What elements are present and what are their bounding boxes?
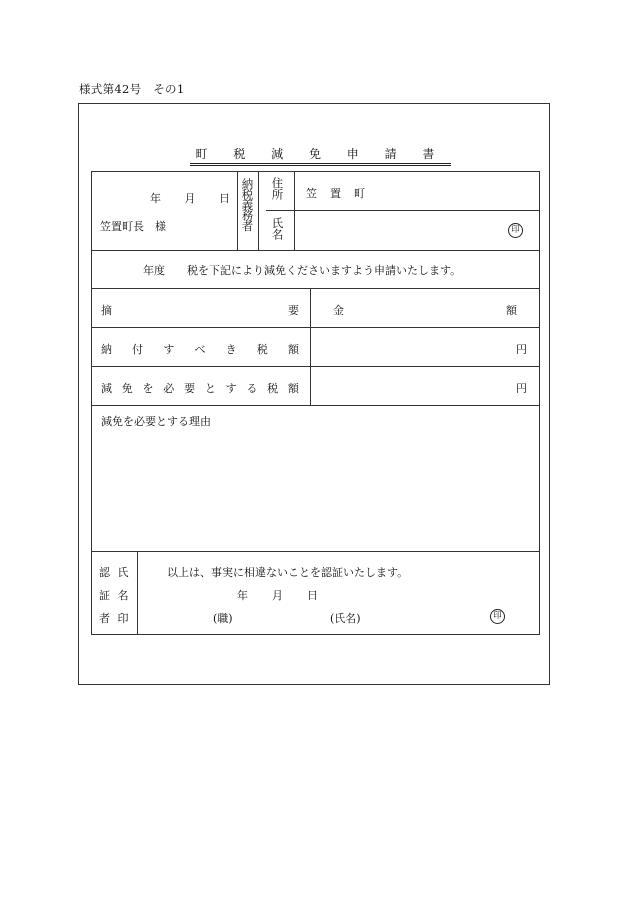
form-number: 様式第42号 その1 — [79, 82, 185, 96]
day-char: 日 — [307, 589, 318, 602]
application-table — [91, 171, 540, 635]
certifier-label-row3: 者 印 — [99, 612, 131, 625]
label-char: 額 — [287, 343, 299, 356]
tax-payable-label — [101, 341, 299, 357]
label-divider — [294, 172, 295, 250]
amount-column-header — [333, 302, 517, 318]
year-char: 年 — [150, 192, 161, 205]
certifier-name-label: (氏名) — [330, 612, 361, 625]
tax-exemption-unit: 円 — [516, 382, 527, 395]
row2-bottom-line — [92, 405, 539, 406]
certification-date — [237, 587, 318, 603]
form-title: 町 税 減 免 申 請 書 — [190, 145, 452, 166]
application-date — [150, 190, 230, 206]
certifier-label-divider — [137, 551, 138, 634]
label-char: 要 — [184, 382, 196, 395]
request-bottom-line — [92, 288, 539, 289]
row1-bottom-line — [92, 366, 539, 367]
day-char: 日 — [219, 192, 230, 205]
label-char: る — [246, 382, 258, 395]
label-char: す — [225, 382, 237, 395]
amount-char-2: 額 — [506, 304, 517, 317]
name-label: 氏名 — [270, 217, 285, 240]
applicant-seal-icon: 印 — [508, 223, 523, 238]
summary-char-2: 要 — [288, 304, 299, 317]
form-title-wrap — [0, 145, 630, 166]
label-char: す — [163, 343, 175, 356]
label-char: 減 — [101, 382, 112, 395]
taxpayer-divider — [258, 172, 259, 250]
column-header-bottom-line — [92, 327, 539, 328]
label-char: き — [225, 343, 237, 356]
label-char: 付 — [132, 343, 144, 356]
summary-char-1: 摘 — [101, 304, 112, 317]
summary-column-header — [101, 302, 299, 318]
label-char: と — [204, 382, 216, 395]
certifier-label-row1: 認 氏 — [99, 566, 131, 579]
amount-char-1: 金 — [333, 304, 344, 317]
certifier-seal-icon: 印 — [490, 609, 505, 624]
position-label: (職) — [213, 612, 233, 625]
certification-statement: 以上は、事実に相違ないことを認証いたします。 — [167, 566, 409, 579]
label-char: を — [142, 382, 154, 395]
reason-bottom-line — [92, 551, 539, 552]
tax-payable-unit: 円 — [516, 343, 527, 356]
label-char: 税 — [267, 382, 279, 395]
addressee: 笠置町長 様 — [100, 220, 166, 233]
year-char: 年 — [237, 589, 248, 602]
label-char: べ — [194, 343, 206, 356]
tax-exemption-label — [101, 380, 299, 396]
address-label: 住所 — [270, 177, 285, 200]
certifier-label-row2: 証 名 — [99, 589, 131, 602]
header-left-divider — [237, 172, 238, 250]
amount-column-divider — [310, 288, 311, 405]
reason-label: 減免を必要とする理由 — [101, 415, 211, 428]
request-text: 年度 税を下記により減免くださいますよう申請いたします。 — [143, 264, 462, 277]
address-name-divider — [266, 210, 539, 211]
label-char: 額 — [287, 382, 299, 395]
month-char: 月 — [272, 589, 283, 602]
label-char: 納 — [101, 343, 112, 356]
address-value: 笠 置 町 — [306, 187, 366, 200]
taxpayer-label: 納税義務者 — [240, 178, 255, 231]
label-char: 免 — [121, 382, 133, 395]
label-char: 必 — [163, 382, 175, 395]
label-char: 税 — [256, 343, 268, 356]
month-char: 月 — [184, 192, 196, 205]
header-bottom-line — [92, 250, 539, 251]
